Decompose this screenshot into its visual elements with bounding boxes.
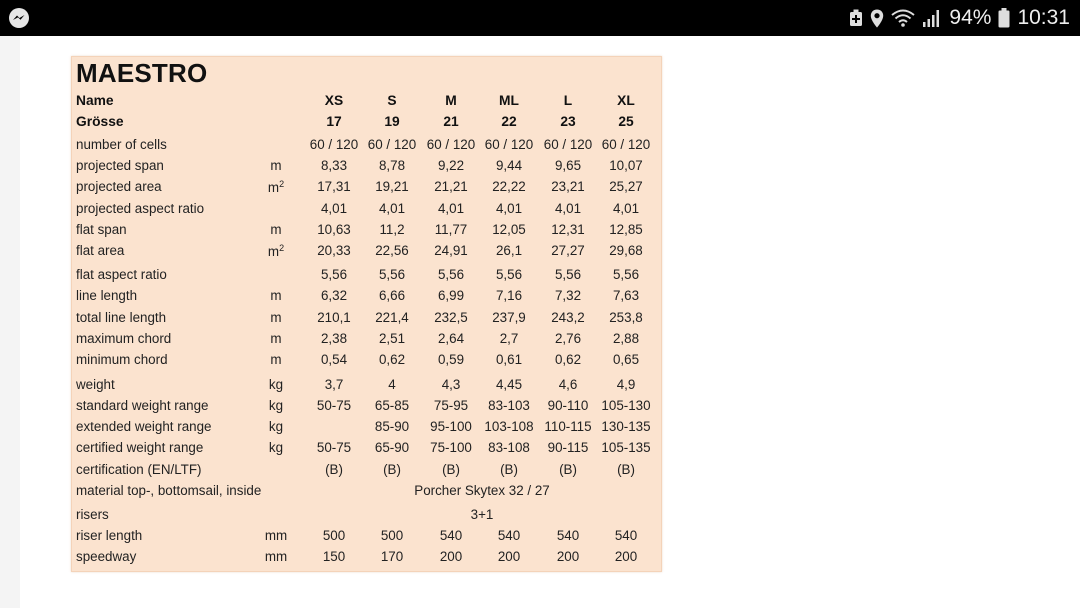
table-cell: 3,7: [324, 377, 344, 392]
table-row: [72, 308, 661, 329]
table-cell: 2,51: [378, 331, 406, 346]
row-unit: [248, 288, 304, 303]
table-cell: 2,88: [612, 331, 640, 346]
table-cell: 105-130: [601, 398, 651, 413]
groesse-header: 22: [501, 114, 517, 129]
table-cell: 60 / 120: [543, 137, 593, 152]
table-cell: 2,7: [499, 331, 519, 346]
table-cell: 27,27: [551, 243, 585, 258]
table-cell: 26,1: [495, 243, 523, 258]
row-unit: [248, 440, 304, 455]
unit-text: m: [270, 331, 282, 346]
table-row: [72, 135, 661, 156]
table-cell: 23,21: [551, 179, 585, 194]
table-cell: 65-85: [374, 398, 410, 413]
table-cell: 6,99: [437, 288, 465, 303]
table-row: [72, 417, 661, 438]
size-header: ML: [499, 93, 519, 108]
table-cell: 0,61: [495, 352, 523, 367]
table-cell: 11,77: [434, 222, 468, 237]
table-cell: 540: [439, 528, 463, 543]
groesse-header: 21: [443, 114, 459, 129]
table-cell: 90-110: [547, 398, 589, 413]
header-row-groesse: [72, 112, 661, 133]
table-cell: 12,85: [609, 222, 643, 237]
table-cell: 253,8: [609, 310, 643, 325]
table-cell: (B): [383, 462, 401, 477]
unit-text: m: [267, 180, 280, 195]
table-row: [72, 199, 661, 220]
table-row: [72, 526, 661, 547]
table-cell: 2,38: [320, 331, 348, 346]
groesse-header: 17: [326, 114, 342, 129]
table-cell: 210,1: [317, 310, 351, 325]
table-row: [72, 481, 661, 502]
unit-text: m: [270, 310, 282, 325]
row-unit: [248, 158, 304, 173]
table-cell: 540: [497, 528, 521, 543]
unit-superscript: 2: [279, 243, 285, 253]
table-cell: 200: [439, 549, 463, 564]
row-unit: [248, 310, 304, 325]
row-unit: [248, 222, 304, 237]
table-row: [72, 396, 661, 417]
table-cell: 500: [322, 528, 346, 543]
unit-text: kg: [268, 419, 284, 434]
table-cell: 95-100: [430, 419, 472, 434]
unit-text: m: [267, 244, 280, 259]
row-label: certified weight range: [76, 440, 204, 455]
table-cell: 21,21: [434, 179, 468, 194]
header-row-name: [72, 91, 661, 112]
unit-text: m: [270, 288, 282, 303]
row-unit: [248, 331, 304, 346]
wifi-icon: [891, 8, 915, 28]
table-cell: 60 / 120: [484, 137, 534, 152]
table-row: [72, 375, 661, 396]
table-cell: 83-103: [488, 398, 530, 413]
table-row: [72, 329, 661, 350]
row-label: material top-, bottomsail, inside: [76, 483, 262, 498]
table-cell: 4,01: [612, 201, 640, 216]
table-cell: 170: [380, 549, 404, 564]
row-label: weight: [76, 377, 115, 392]
row-unit: [248, 398, 304, 413]
size-header: XS: [324, 93, 344, 108]
location-icon: [870, 9, 884, 28]
row-unit: [248, 528, 304, 543]
table-cell: 5,56: [320, 267, 348, 282]
page-margin: [0, 36, 20, 608]
table-cell: 0,54: [320, 352, 348, 367]
table-cell: 243,2: [551, 310, 585, 325]
table-cell: 29,68: [609, 243, 643, 258]
table-cell: 0,62: [554, 352, 582, 367]
table-cell: 60 / 120: [309, 137, 359, 152]
table-cell: 5,56: [612, 267, 640, 282]
table-cell: 9,22: [437, 158, 465, 173]
table-cell: 237,9: [492, 310, 526, 325]
row-unit: [248, 549, 304, 564]
table-cell: 9,65: [554, 158, 582, 173]
page-title: MAESTRO: [76, 58, 208, 88]
spec-table: [71, 56, 662, 572]
row-label: certification (EN/LTF): [76, 462, 202, 477]
table-cell: 60 / 120: [601, 137, 651, 152]
table-row: [72, 156, 661, 177]
table-row: [72, 505, 661, 526]
row-label: standard weight range: [76, 398, 209, 413]
table-cell: 200: [614, 549, 638, 564]
table-cell: 4,9: [616, 377, 636, 392]
table-cell: 19,21: [375, 179, 409, 194]
table-cell: 10,07: [609, 158, 643, 173]
unit-text: m: [270, 222, 282, 237]
row-label: line length: [76, 288, 138, 303]
table-cell: 9,44: [495, 158, 523, 173]
table-row: [72, 241, 661, 262]
table-cell: 12,05: [492, 222, 526, 237]
battery-icon: [998, 8, 1010, 28]
table-cell: (B): [442, 462, 460, 477]
table-cell: 7,16: [495, 288, 523, 303]
row-label: minimum chord: [76, 352, 168, 367]
row-label: projected span: [76, 158, 164, 173]
unit-text: kg: [268, 377, 284, 392]
table-cell: 83-108: [488, 440, 530, 455]
row-label: flat area: [76, 243, 125, 258]
row-label: extended weight range: [76, 419, 212, 434]
table-cell: 12,31: [551, 222, 585, 237]
messenger-icon: [8, 7, 30, 29]
table-cell: 8,33: [320, 158, 348, 173]
table-cell: 4,01: [437, 201, 465, 216]
battery-saver-icon: [849, 9, 863, 27]
table-cell: 50-75: [316, 398, 352, 413]
clock: 10:31: [1017, 6, 1070, 29]
table-cell: 540: [614, 528, 638, 543]
table-cell: 85-90: [374, 419, 410, 434]
table-cell: 130-135: [601, 419, 651, 434]
table-cell: 50-75: [316, 440, 352, 455]
table-cell: 110-115: [544, 419, 592, 434]
table-cell: 5,56: [437, 267, 465, 282]
table-cell: 22,56: [375, 243, 409, 258]
table-cell: 4,45: [495, 377, 523, 392]
table-cell: 105-135: [601, 440, 651, 455]
table-cell: (B): [325, 462, 343, 477]
table-cell: 5,56: [378, 267, 406, 282]
table-cell: 90-115: [547, 440, 589, 455]
table-cell: 20,33: [317, 243, 351, 258]
spanning-value: Porcher Skytex 32 / 27: [414, 483, 550, 498]
table-cell: 7,32: [554, 288, 582, 303]
row-label: number of cells: [76, 137, 167, 152]
spanning-value: 3+1: [470, 507, 494, 522]
table-cell: 4,6: [558, 377, 578, 392]
row-label: projected aspect ratio: [76, 201, 205, 216]
table-cell: 10,63: [317, 222, 351, 237]
row-unit: [248, 377, 304, 392]
table-cell: 60 / 120: [367, 137, 417, 152]
size-header: XL: [617, 93, 635, 108]
unit-text: kg: [268, 440, 284, 455]
table-cell: 6,32: [320, 288, 348, 303]
size-header: M: [445, 93, 457, 108]
row-label: speedway: [76, 549, 137, 564]
table-cell: 540: [556, 528, 580, 543]
table-cell: 7,63: [612, 288, 640, 303]
header-label: Name: [76, 93, 114, 108]
table-row: [72, 220, 661, 241]
size-header: S: [387, 93, 397, 108]
table-cell: 232,5: [434, 310, 468, 325]
table-cell: 4,01: [378, 201, 406, 216]
table-cell: 150: [322, 549, 346, 564]
row-unit: [248, 179, 304, 195]
table-cell: 103-108: [484, 419, 534, 434]
row-label: flat span: [76, 222, 127, 237]
table-cell: 60 / 120: [426, 137, 476, 152]
table-cell: 75-100: [430, 440, 472, 455]
table-cell: 65-90: [374, 440, 410, 455]
table-row: [72, 286, 661, 307]
table-cell: 2,64: [437, 331, 465, 346]
row-label: riser length: [76, 528, 143, 543]
table-cell: (B): [500, 462, 518, 477]
groesse-header: 23: [560, 114, 576, 129]
row-label: maximum chord: [76, 331, 172, 346]
table-cell: (B): [617, 462, 635, 477]
table-row: [72, 547, 661, 568]
table-row: [72, 350, 661, 371]
table-cell: 4,01: [495, 201, 523, 216]
table-cell: 200: [556, 549, 580, 564]
row-unit: [248, 352, 304, 367]
table-cell: 75-95: [433, 398, 469, 413]
battery-percent: 94%: [949, 6, 992, 29]
unit-text: m: [270, 158, 282, 173]
table-row: [72, 177, 661, 198]
table-cell: 24,91: [434, 243, 468, 258]
row-unit: [248, 243, 304, 259]
table-cell: 0,62: [378, 352, 406, 367]
size-header: L: [563, 93, 573, 108]
groesse-header: 19: [384, 114, 400, 129]
status-bar: [0, 0, 1080, 36]
row-unit: [248, 419, 304, 434]
table-cell: 4,01: [320, 201, 348, 216]
row-label: flat aspect ratio: [76, 267, 167, 282]
row-label: risers: [76, 507, 109, 522]
signal-icon: [922, 9, 942, 27]
unit-text: m: [270, 352, 282, 367]
table-cell: 8,78: [378, 158, 406, 173]
table-cell: 2,76: [554, 331, 582, 346]
unit-text: mm: [264, 549, 288, 564]
unit-text: mm: [264, 528, 288, 543]
table-cell: 6,66: [378, 288, 406, 303]
table-cell: 22,22: [492, 179, 526, 194]
header-label: Grösse: [76, 114, 124, 129]
table-cell: 500: [380, 528, 404, 543]
table-cell: 4,3: [441, 377, 461, 392]
table-cell: 25,27: [609, 179, 643, 194]
unit-text: kg: [268, 398, 284, 413]
table-cell: 200: [497, 549, 521, 564]
table-cell: 5,56: [495, 267, 523, 282]
table-row: [72, 438, 661, 459]
table-cell: 221,4: [375, 310, 409, 325]
table-cell: 0,65: [612, 352, 640, 367]
table-cell: 4: [388, 377, 396, 392]
table-cell: 5,56: [554, 267, 582, 282]
table-cell: 0,59: [437, 352, 465, 367]
table-cell: 17,31: [317, 179, 351, 194]
table-cell: (B): [559, 462, 577, 477]
table-cell: 11,2: [379, 222, 405, 237]
row-label: total line length: [76, 310, 167, 325]
groesse-header: 25: [618, 114, 634, 129]
table-row: [72, 460, 661, 481]
row-label: projected area: [76, 179, 162, 194]
table-row: [72, 265, 661, 286]
unit-superscript: 2: [279, 179, 285, 189]
table-cell: 4,01: [554, 201, 582, 216]
